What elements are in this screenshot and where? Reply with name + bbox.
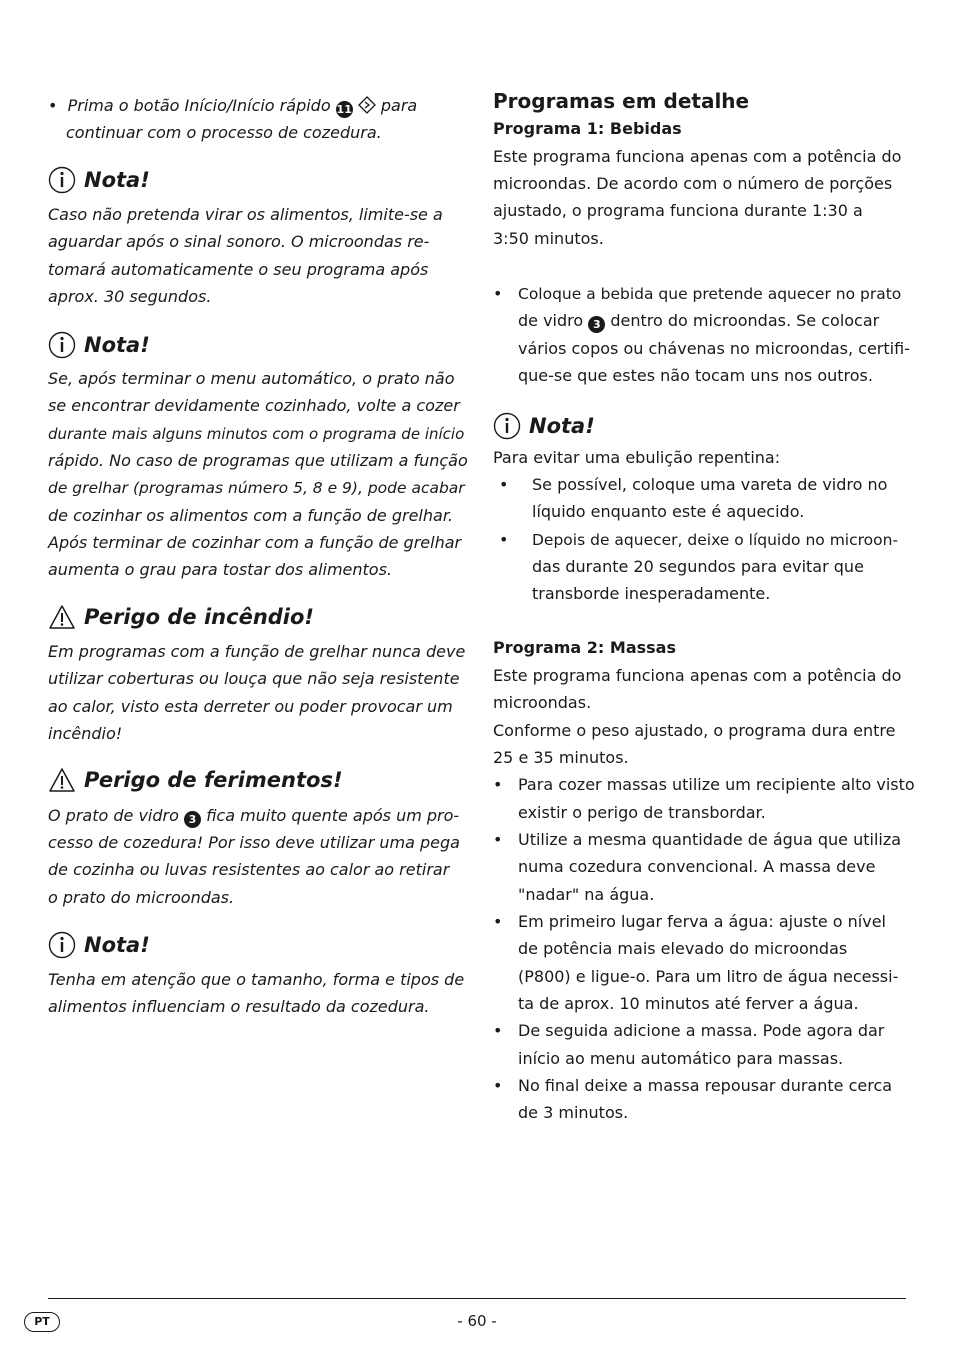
note2-heading bbox=[48, 331, 150, 359]
program2-bullet-line: Utilize a mesma quantidade de água que utiliza bbox=[518, 830, 902, 849]
program1-bullet-line: vários copos ou chávenas no microondas, certifi- bbox=[518, 339, 910, 358]
language-badge: PT bbox=[24, 1312, 60, 1332]
note1-heading bbox=[48, 166, 150, 194]
note1-title: Nota! bbox=[84, 168, 150, 192]
injury-warning-line: o prato do microondas. bbox=[48, 888, 235, 907]
note3-title: Nota! bbox=[84, 933, 150, 957]
glass-plate-number-icon: 3 bbox=[588, 316, 605, 333]
button-number-icon: 11 bbox=[336, 103, 352, 116]
program2-line: Conforme o peso ajustado, o programa dura entre bbox=[493, 721, 896, 740]
info-icon bbox=[48, 331, 76, 359]
program2-line: microondas. bbox=[493, 693, 592, 712]
injury-text: fica muito quente após um pro- bbox=[206, 806, 460, 825]
note3-heading bbox=[48, 931, 150, 959]
info-icon bbox=[493, 412, 521, 440]
program2-bullet-line: De seguida adicione a massa. Pode agora dar bbox=[518, 1021, 885, 1040]
intro-bullet-line1 bbox=[48, 96, 417, 118]
note1-line: Caso não pretenda virar os alimentos, limite-se a bbox=[48, 205, 443, 224]
injury-warning-line: de cozinha ou luvas resistentes ao calor ao retirar bbox=[48, 860, 450, 879]
program2-title: Programa 2: Massas bbox=[493, 638, 676, 657]
program2-bullet-line: ta de aprox. 10 minutos até ferver a água. bbox=[518, 994, 859, 1013]
program2-bullet-line: existir o perigo de transbordar. bbox=[518, 803, 766, 822]
bullet-dot: • bbox=[499, 475, 509, 494]
note-bullet-line: líquido enquanto este é aquecido. bbox=[532, 502, 805, 521]
bullet-dot: • bbox=[493, 1021, 503, 1040]
fire-warning-line: utilizar coberturas ou louça que não seja resistente bbox=[48, 669, 460, 688]
note2-title: Nota! bbox=[84, 333, 150, 357]
program2-bullet-line: No final deixe a massa repousar durante cerca bbox=[518, 1076, 893, 1095]
program2-bullet-line: Para cozer massas utilize um recipiente alto visto bbox=[518, 775, 915, 794]
note-bullet-line: Depois de aquecer, deixe o líquido no microon- bbox=[532, 531, 899, 549]
program2-bullet-line: Em primeiro lugar ferva a água: ajuste o nível bbox=[518, 912, 886, 931]
note1-line: aprox. 30 segundos. bbox=[48, 287, 212, 306]
bullet-text: de vidro bbox=[518, 311, 584, 330]
info-icon bbox=[48, 931, 76, 959]
bullet-dot: • bbox=[48, 96, 68, 115]
injury-warning-line bbox=[48, 806, 459, 828]
note2-line: durante mais alguns minutos com o programa de início bbox=[48, 425, 465, 443]
note3-line: alimentos influenciam o resultado da cozedura. bbox=[48, 997, 430, 1016]
program2-bullet-line: de 3 minutos. bbox=[518, 1103, 629, 1122]
note2-line: rápido. No caso de programas que utilizam a função bbox=[48, 451, 468, 470]
program2-bullet-line: "nadar" na água. bbox=[518, 885, 655, 904]
note2-line: Após terminar de cozinhar com a função de grelhar bbox=[48, 533, 462, 552]
bullet-dot: • bbox=[499, 530, 509, 549]
program2-bullet-line: início ao menu automático para massas. bbox=[518, 1049, 844, 1068]
program2-line: Este programa funciona apenas com a potência do bbox=[493, 666, 902, 685]
note-bullet-line: Se possível, coloque uma vareta de vidro no bbox=[532, 475, 888, 494]
warning-triangle-icon bbox=[48, 767, 76, 793]
note-intro: Para evitar uma ebulição repentina: bbox=[493, 448, 781, 467]
injury-warning-heading bbox=[48, 767, 343, 793]
info-icon bbox=[48, 166, 76, 194]
bullet-dot: • bbox=[493, 912, 503, 931]
fire-warning-title: Perigo de incêndio! bbox=[84, 605, 315, 629]
note1-line: tomará automaticamente o seu programa após bbox=[48, 260, 429, 279]
fire-warning-heading bbox=[48, 604, 314, 630]
footer-divider bbox=[48, 1298, 906, 1299]
note-heading bbox=[493, 412, 595, 440]
note1-line: aguardar após o sinal sonoro. O microondas re- bbox=[48, 232, 430, 251]
program2-line: 25 e 35 minutos. bbox=[493, 748, 629, 767]
intro-text: Prima o botão Início/Início rápido bbox=[67, 96, 331, 115]
fire-warning-line: incêndio! bbox=[48, 724, 123, 743]
injury-text: O prato de vidro bbox=[48, 806, 179, 825]
bullet-dot: • bbox=[493, 284, 503, 303]
note2-line: de grelhar (programas número 5, 8 e 9), pode acabar bbox=[48, 479, 465, 497]
bullet-text: dentro do microondas. Se colocar bbox=[610, 311, 880, 330]
program1-line: Este programa funciona apenas com a potência do bbox=[493, 147, 902, 166]
start-diamond-icon bbox=[358, 96, 376, 114]
note2-line: se encontrar devidamente cozinhado, volte a cozer bbox=[48, 396, 460, 415]
note3-line: Tenha em atenção que o tamanho, forma e tipos de bbox=[48, 970, 465, 989]
bullet-dot: • bbox=[493, 1076, 503, 1095]
section-heading: Programas em detalhe bbox=[493, 89, 750, 113]
program1-bullet-line bbox=[518, 311, 879, 333]
note2-line: aumenta o grau para tostar dos alimentos. bbox=[48, 560, 393, 579]
intro-text-end: para bbox=[380, 96, 418, 115]
note2-line: de cozinhar os alimentos com a função de grelhar. bbox=[48, 506, 454, 525]
injury-warning-line: cesso de cozedura! Por isso deve utilizar uma pega bbox=[48, 833, 460, 852]
program2-bullet-line: (P800) e ligue-o. Para um litro de água necessi- bbox=[518, 967, 899, 986]
program1-line: 3:50 minutos. bbox=[493, 229, 604, 248]
program1-line: ajustado, o programa funciona durante 1:30 a bbox=[493, 201, 863, 220]
program1-bullet-line: que-se que estes não tocam uns nos outros. bbox=[518, 366, 873, 385]
fire-warning-line: Em programas com a função de grelhar nunca deve bbox=[48, 642, 466, 661]
page-number: - 60 - bbox=[457, 1312, 497, 1330]
note-title: Nota! bbox=[529, 414, 595, 438]
injury-warning-title: Perigo de ferimentos! bbox=[84, 768, 343, 792]
program2-bullet-line: numa cozedura convencional. A massa deve bbox=[518, 857, 876, 876]
note-bullet-line: das durante 20 segundos para evitar que bbox=[532, 557, 864, 576]
program2-bullet-line: de potência mais elevado do microondas bbox=[518, 939, 848, 958]
note2-line: Se, após terminar o menu automático, o prato não bbox=[48, 369, 455, 388]
note-bullet-line: transborde inesperadamente. bbox=[532, 584, 771, 603]
program1-title: Programa 1: Bebidas bbox=[493, 119, 682, 138]
warning-triangle-icon bbox=[48, 604, 76, 630]
program1-bullet-line: Coloque a bebida que pretende aquecer no prato bbox=[518, 285, 902, 303]
fire-warning-line: ao calor, visto esta derreter ou poder provocar um bbox=[48, 697, 453, 716]
program1-line: microondas. De acordo com o número de porções bbox=[493, 174, 893, 193]
bullet-dot: • bbox=[493, 775, 503, 794]
bullet-dot: • bbox=[493, 830, 503, 849]
intro-bullet-line2: continuar com o processo de cozedura. bbox=[66, 123, 382, 142]
glass-plate-number-icon: 3 bbox=[184, 811, 201, 828]
